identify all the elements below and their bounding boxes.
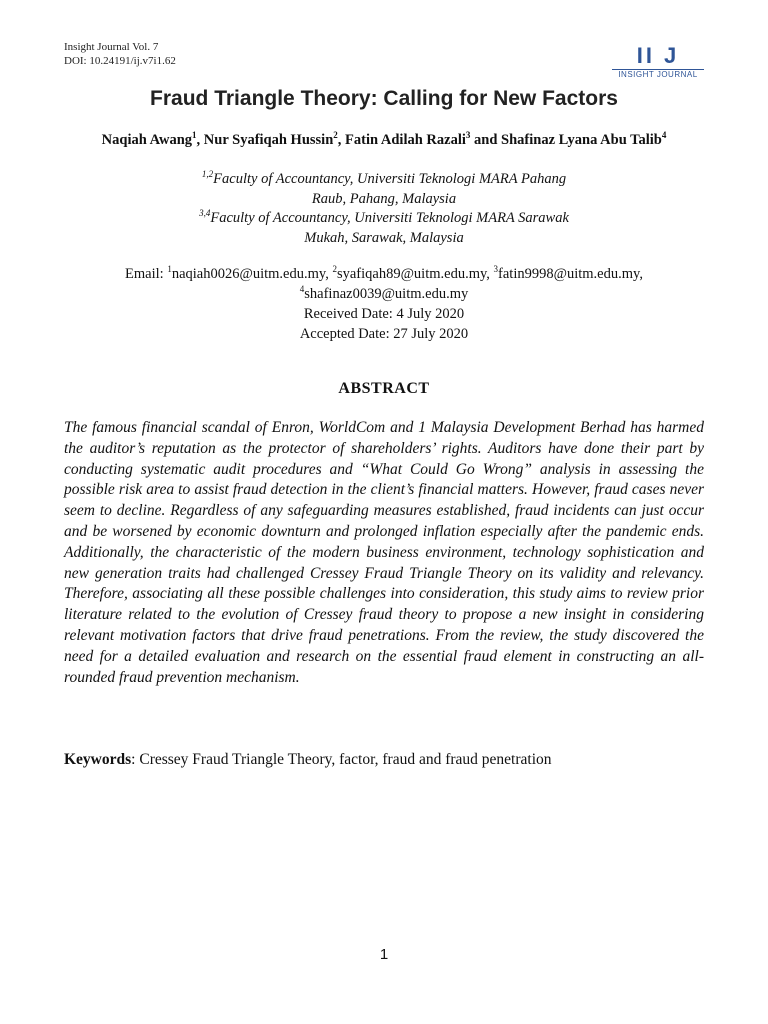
email-address: syafiqah89@uitm.edu.my	[336, 266, 487, 282]
email-separator: ,	[486, 266, 494, 282]
email-label: Email:	[125, 266, 168, 282]
email-sup: 2	[332, 264, 337, 275]
author-separator: ,	[196, 132, 204, 148]
email-separator: ,	[639, 266, 643, 282]
affiliation-faculty: Faculty of Accountancy, Universiti Teknologi MARA Sarawak	[210, 210, 569, 226]
email-address: shafinaz0039@uitm.edu.my	[304, 286, 469, 302]
logo-mark: II J	[636, 43, 680, 68]
keywords-line	[64, 749, 704, 770]
journal-doi: DOI: 10.24191/ij.v7i1.62	[64, 55, 176, 67]
logo-text: INSIGHT JOURNAL	[618, 70, 698, 79]
affiliation-faculty: Faculty of Accountancy, Universiti Teknologi MARA Pahang	[213, 171, 567, 187]
author-name: Shafinaz Lyana Abu Talib	[501, 132, 662, 148]
accepted-date: Accepted Date: 27 July 2020	[299, 326, 469, 342]
page-number: 1	[379, 946, 389, 963]
author-sup: 1	[192, 130, 197, 141]
author-separator: ,	[337, 132, 346, 148]
affiliation-location: Mukah, Sarawak, Malaysia	[304, 229, 464, 246]
keywords-label: Keywords	[64, 751, 132, 768]
received-date: Received Date: 4 July 2020	[303, 306, 465, 322]
author-name: Naqiah Awang	[101, 132, 193, 148]
affiliation-location: Raub, Pahang, Malaysia	[311, 190, 457, 207]
author-sup: 4	[661, 130, 667, 141]
author-list	[64, 130, 704, 150]
author-sup: 3	[465, 130, 471, 141]
author-separator: and	[470, 132, 502, 148]
affiliation-sup: 1,2	[201, 169, 214, 180]
affiliation-line	[64, 170, 704, 190]
contact-block	[40, 264, 728, 344]
journal-header	[64, 40, 176, 68]
paper-title: Fraud Triangle Theory: Calling for New Factors	[150, 87, 618, 110]
email-sup: 3	[493, 264, 499, 275]
abstract-body: The famous financial scandal of Enron, WorldCom and 1 Malaysia Development Berhad has harmed the auditor’s reputation as the protector of shareholders’ rights. Auditors have done their part by conducting systematic audit procedures and “What Could Go Wrong” analysis in assessing the possible risk area to assist fraud detection in the client’s financial matters. However, fraud cases never seem to decline. Regardless of any safeguarding measures established, fraud incidents can just occur and be worsened by economic downturn and prolonged inflation especially after the pandemic ends. Additionally, the characteristic of the modern business environment, technology sophistication and new generation traits had challenged Cressey Fraud Triangle Theory on its validity and relevancy. Therefore, associating all these possible challenges into consideration, this study aims to review prior literature related to the evolution of Cressey fraud theory to propose a new insight in considering relevant motivation factors that drive fraud penetrations. From the review, the study discovered the need for a detailed evaluation and research on the essential fraud element in constructing an all-rounded fraud prevention mechanism.	[64, 419, 704, 686]
affiliation-sup: 3,4	[199, 208, 211, 219]
email-address: naqiah0026@uitm.edu.my	[171, 266, 326, 282]
abstract-heading: ABSTRACT	[338, 380, 430, 397]
insight-journal-logo	[612, 44, 704, 80]
author-sup: 2	[333, 130, 338, 141]
author-name: Nur Syafiqah Hussin	[203, 132, 334, 148]
email-address: fatin9998@uitm.edu.my	[498, 266, 640, 282]
email-line	[40, 284, 728, 304]
email-sup: 1	[167, 264, 172, 275]
email-sup: 4	[299, 284, 305, 295]
journal-name: Insight Journal Vol. 7	[64, 41, 159, 53]
keywords-text: : Cressey Fraud Triangle Theory, factor, fraud and fraud penetration	[131, 751, 552, 768]
email-separator: ,	[325, 266, 333, 282]
author-name: Fatin Adilah Razali	[345, 132, 466, 148]
email-line	[40, 264, 728, 284]
affiliation-line	[64, 209, 704, 229]
affiliations	[64, 170, 704, 248]
